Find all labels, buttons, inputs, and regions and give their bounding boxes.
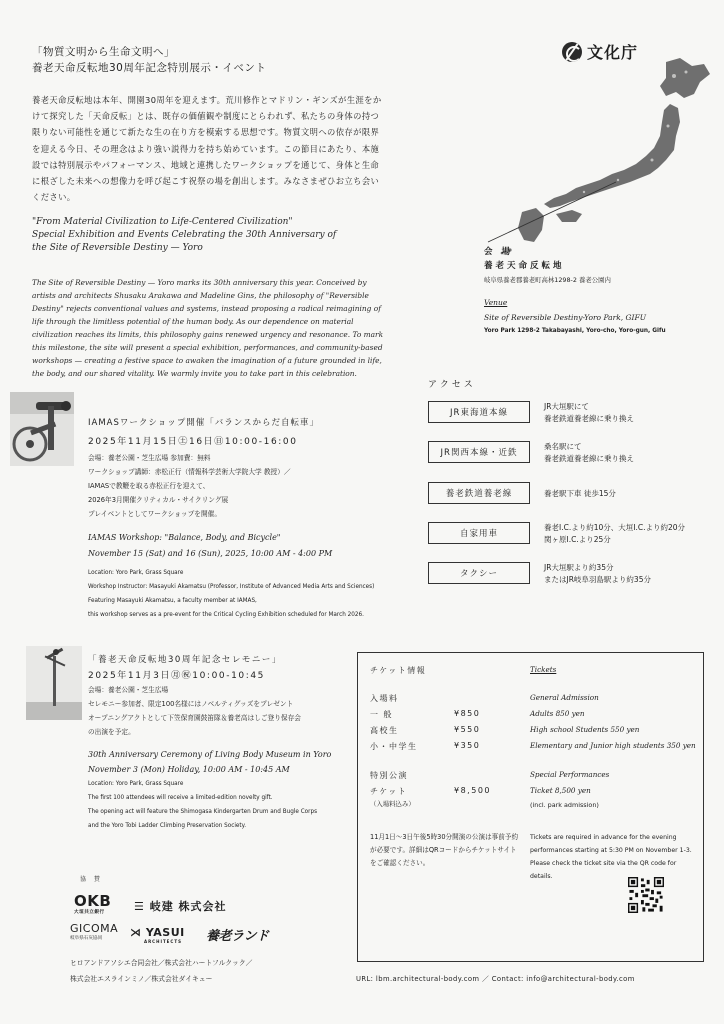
footer-url-link[interactable]: URL: lbm.architectural-body.com xyxy=(356,975,480,983)
ceremony-en-line: Location: Yoro Park, Grass Square xyxy=(88,781,184,787)
yoro-land-logo: 養老ランド xyxy=(206,929,269,944)
access-route-desc-line2: 養老鉄道養老線に乗り換え xyxy=(544,414,634,423)
workshop-en-line: Workshop Instructor: Masayuki Akamatsu (Professor, Institute of Advanced Media Arts and Sciences) xyxy=(88,584,375,590)
access-route-desc-line1: JR大垣駅より約35分 xyxy=(544,563,614,572)
ticket-note-en: Tickets are required in advance for the evening performances starting at 5:30 PM on November 1-3. Please check the ticket site via the QR code for details. xyxy=(530,834,692,880)
special-label: 特別公演 xyxy=(370,771,408,780)
access-route-desc xyxy=(544,488,616,500)
yasui-logo-icon: ⋊ xyxy=(130,926,142,939)
yasui-logo-text: YASUI xyxy=(145,926,185,939)
special-ticket-note: （入場料込み） xyxy=(370,800,415,808)
access-route-desc-line2: またはJR岐阜羽島駅より約35分 xyxy=(544,575,651,584)
workshop-en-title: IAMAS Workshop: "Balance, Body, and Bicycle" xyxy=(88,533,281,542)
header-title-line1: 「物質文明から生命文明へ」 xyxy=(32,46,175,58)
yasui-logo-sub: ARCHITECTS xyxy=(144,939,182,944)
cooperators-line1: ヒロアンドアソシエ合同会社／株式会社ハートフルクック／ xyxy=(70,959,253,967)
workshop-detail-line: ワークショップ講師：赤松正行（情報科学芸術大学院大学 教授）／ xyxy=(88,468,291,476)
ceremony-title: 「養老天命反転地30周年記念セレモニー」 xyxy=(88,655,282,665)
venue-address: 岐阜県養老郡養老町高林1298-2 養老公園内 xyxy=(484,276,611,284)
ticket-row-en: High school Students 550 yen xyxy=(530,725,640,734)
workshop-en-heading xyxy=(88,530,332,562)
cooperators-line2: 株式会社エスラインミノ／株式会社ダイキュー xyxy=(70,975,213,983)
sponsor-heading: 協 賛 xyxy=(80,876,103,883)
ceremony-details xyxy=(88,683,378,739)
venue-en-label: Venue xyxy=(484,298,508,307)
ceremony-en-line: and the Yoro Tobi Ladder Climbing Preservation Society. xyxy=(88,823,247,829)
ceremony-en-title: 30th Anniversary Ceremony of Living Body Museum in Yoro xyxy=(88,750,332,759)
access-route-label: 自家用車 xyxy=(428,522,530,544)
venue-en-name: Site of Reversible Destiny-Yoro Park, GIFU xyxy=(484,313,647,322)
footer-divider: ／ xyxy=(482,975,492,983)
gicoma-logo xyxy=(70,922,118,941)
workshop-details xyxy=(88,451,388,521)
giken-logo-icon: ☰ xyxy=(134,900,150,913)
workshop-bicycle-photo xyxy=(10,392,74,466)
ceremony-en-line: The opening act will feature the Shimogasa Kindergarten Drum and Bugle Corps xyxy=(88,809,318,815)
venue-name: 養老天命反転地 xyxy=(484,261,565,271)
access-route-label: JR関西本線・近鉄 xyxy=(428,441,530,463)
gicoma-logo-text: GICOMA xyxy=(70,922,119,935)
access-route-desc xyxy=(544,522,685,546)
access-route-desc-line2: 関ヶ原I.C.より25分 xyxy=(544,535,611,544)
ceremony-detail-line: の出演を予定。 xyxy=(88,728,135,736)
access-route-desc-line1: 桑名駅にて xyxy=(544,442,582,451)
access-route xyxy=(428,441,708,467)
yasui-logo xyxy=(130,926,185,944)
ceremony-en-details xyxy=(88,777,388,833)
venue-en-address: Yoro Park 1298-2 Takabayashi, Yoro-cho, Yoro-gun, Gifu xyxy=(484,328,666,334)
okb-logo-text: OKB xyxy=(74,892,112,910)
special-ticket-en: Ticket 8,500 yen xyxy=(530,786,591,795)
access-route-desc-line1: 養老駅下車 徒歩15分 xyxy=(544,489,616,498)
giken-logo-text: 岐建 株式会社 xyxy=(149,900,227,913)
workshop-detail-line: 2026年3月開催クリティカル・サイクリング展 xyxy=(88,496,229,504)
workshop-en-details xyxy=(88,566,408,622)
access-route-desc-line1: 養老I.C.より約10分、大垣I.C.より約20分 xyxy=(544,523,686,532)
ceremony-detail-line: セレモニー参加者、限定100名様にはノベルティグッズをプレゼント xyxy=(88,700,294,708)
okb-logo xyxy=(74,892,111,915)
ticket-row-price: ¥550 xyxy=(454,725,481,734)
cooperators xyxy=(70,955,360,987)
access-route xyxy=(428,562,708,588)
ceremony-en-heading xyxy=(88,747,331,777)
special-ticket-price: ¥8,500 xyxy=(454,786,491,795)
access-route-label: JR東海道本線 xyxy=(428,401,530,423)
access-route xyxy=(428,522,708,548)
intro-english-title-line1: "From Material Civilization to Life-Centered Civilization" xyxy=(32,217,293,227)
special-ticket-label: チケット xyxy=(370,787,408,796)
workshop-detail-line: 会場：養老公園・芝生広場 参加費：無料 xyxy=(88,454,211,462)
intro-english-title xyxy=(32,216,384,255)
access-route-label: タクシー xyxy=(428,562,530,584)
access-route-desc-line2: 養老鉄道養老線に乗り換え xyxy=(544,454,634,463)
access-route-desc xyxy=(544,562,651,586)
access-route-desc xyxy=(544,441,634,465)
ticket-heading: チケット情報 xyxy=(370,666,427,675)
header-title-line2: 養老天命反転地30周年記念特別展示・イベント xyxy=(32,62,267,74)
gicoma-logo-sub: 岐阜県石灰協同 xyxy=(70,936,103,941)
ticket-row-en: Elementary and Junior high students 350 yen xyxy=(530,741,696,750)
workshop-detail-line: IAMASで教鞭を取る赤松正行を迎えて、 xyxy=(88,482,210,490)
workshop-en-line: Featuring Masayuki Akamatsu, a faculty member at IAMAS, xyxy=(88,598,257,604)
special-ticket-en-note: (incl. park admission) xyxy=(530,801,599,809)
ticket-row-label: 一 般 xyxy=(370,710,394,719)
access-route-label: 養老鉄道養老線 xyxy=(428,482,530,504)
venue-block xyxy=(484,245,714,334)
intro-english-title-line2: Special Exhibition and Events Celebrating the 30th Anniversary of xyxy=(32,230,337,240)
ticket-row-price: ¥350 xyxy=(454,741,481,750)
intro-japanese: 養老天命反転地は本年、開園30周年を迎えます。荒川修作とマドリン・ギンズが生涯をかけて探究した「天命反転」とは、既存の価値観や制度にとらわれず、私たちの身体の持つ限りない可能性を通じて新たな生の在り方を模索する思想です。物質文明への依存が限界を迎える今日、その理念はより強い説得力を持ち始めています。この節目にあたり、本施設では特別展示やパフォーマンス、地域と連携したワークショップを通じて、身体と生命に根ざした未来への想像力を呼び起こす祝祭の場を創出します。みなさまぜひお立ち会いください。 xyxy=(32,95,382,203)
workshop-title: IAMASワークショップ開催「バランスからだ自転車」 xyxy=(88,418,319,428)
access-route xyxy=(428,482,708,508)
workshop-en-line: Location: Yoro Park, Grass Square xyxy=(88,570,184,576)
ticket-row-en: Adults 850 yen xyxy=(530,709,585,718)
access-route-desc-line1: JR大垣駅にて xyxy=(544,402,589,411)
intro-english-body: The Site of Reversible Destiny — Yoro marks its 30th anniversary this year. Conceived by artists and architects Shusaku Arakawa and Madeline Gins, the philosophy of "Reversible Destiny" rejects conventional values and systems, instead proposing a radical reimagining of life through the limitless potential of the human body. As our dependence on material civilization reaches its limits, this philosophy gains renewed urgency and resonance. To mark this milestone, the site will present a special exhibition, performances, and community-based workshops — creating a festive space to awaken the imagination of a future grounded in life, the body, and our shared vitality. We warmly invite you to take part in this celebration. xyxy=(32,278,384,378)
ticket-en-heading: Tickets xyxy=(530,665,557,674)
special-en-label: Special Performances xyxy=(530,770,610,779)
workshop-en-date: November 15 (Sat) and 16 (Sun), 2025, 10:00 AM - 4:00 PM xyxy=(88,549,333,558)
agency-logo-text: 文化庁 xyxy=(587,43,639,62)
access-heading: アクセス xyxy=(428,380,476,390)
access-route-desc xyxy=(544,401,634,425)
footer-contact-link[interactable]: Contact: info@architectural-body.com xyxy=(491,975,635,983)
qr-code-icon[interactable] xyxy=(628,877,664,913)
intro-english-title-line3: the Site of Reversible Destiny — Yoro xyxy=(32,243,203,253)
ceremony-detail-line: 会場：養老公園・芝生広場 xyxy=(88,686,169,694)
ticket-info-box xyxy=(357,652,704,962)
ceremony-en-line: The first 100 attendees will receive a limited-edition novelty gift. xyxy=(88,795,273,801)
venue-label: 会 場 xyxy=(484,247,513,257)
workshop-date: 2025年11月15日㊏16日㊐10:00-16:00 xyxy=(88,437,298,447)
ceremony-date: 2025年11月3日㊊㊗10:00-10:45 xyxy=(88,671,266,681)
footer xyxy=(356,973,635,983)
ticket-note-jp: 11月1日〜3日午後5時30分開演の公演は事前予約が必要です。詳細はQRコードからチケットサイトをご確認ください。 xyxy=(370,833,519,867)
access-route xyxy=(428,401,708,427)
header-title xyxy=(32,44,266,76)
admission-label: 入場料 xyxy=(370,694,399,703)
ticket-row-label: 高校生 xyxy=(370,726,399,735)
japan-map-icon xyxy=(404,56,714,256)
okb-logo-sub: 大垣共立銀行 xyxy=(74,910,105,915)
admission-en-label: General Admission xyxy=(530,693,599,702)
ticket-row-price: ¥850 xyxy=(454,709,481,718)
ticket-row-label: 小・中学生 xyxy=(370,742,418,751)
ceremony-detail-line: オープニングアクトとして下笠保育園鼓笛隊＆養老高はしご登り保存会 xyxy=(88,714,301,722)
ceremony-en-date: November 3 (Mon) Holiday, 10:00 AM - 10:45 AM xyxy=(88,765,290,774)
workshop-en-line: this workshop serves as a pre-event for the Critical Cycling Exhibition scheduled for March 2026. xyxy=(88,612,364,618)
workshop-detail-line: プレイベントとしてワークショップを開催。 xyxy=(88,510,222,518)
giken-logo xyxy=(134,898,227,914)
ceremony-ladder-photo xyxy=(26,646,82,720)
